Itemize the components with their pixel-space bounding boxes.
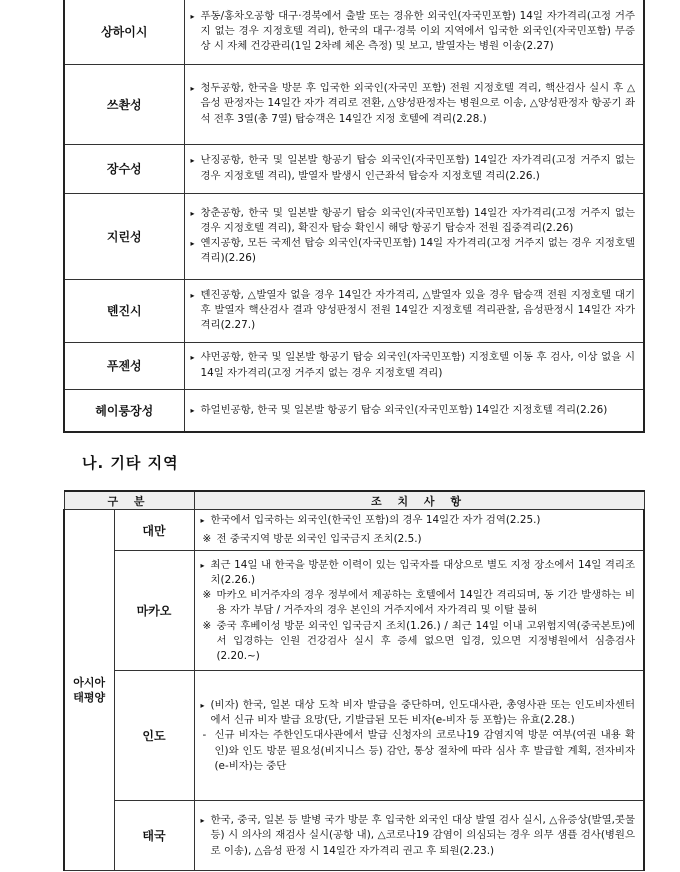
country-measures xyxy=(194,551,644,671)
region-name: 장수성 xyxy=(64,144,184,193)
note-item xyxy=(201,532,636,547)
region-name: 쓰촨성 xyxy=(64,64,184,144)
bullet-item xyxy=(191,288,636,334)
region-measures xyxy=(184,193,644,279)
item-marker: ▸ xyxy=(190,405,195,415)
note-item xyxy=(201,619,636,665)
bullet-item xyxy=(191,81,636,127)
item-marker: ▸ xyxy=(190,156,195,166)
header-measures: 조 치 사 항 xyxy=(194,491,644,510)
region-measures xyxy=(184,342,644,389)
table-row xyxy=(64,193,644,279)
item-text: 샤먼공항, 한국 및 일본발 항공기 탑승 외국인(자국민포함) 지정호텔 이동 후 검사, 이상 없을 시 14일 자가격리(고정 거주지 없는 경우 지정호텔 격리) xyxy=(200,351,635,379)
table-row xyxy=(64,64,644,144)
table-row xyxy=(64,342,644,389)
item-text: 한국, 중국, 일본 등 발병 국가 방문 후 입국한 외국인 대상 발열 검사 실시, △유증상(발열,콧물 등) 시 의사의 재검사 실시(공항 내), △코로나19 감염이 의심되는 경우 의무 샘플 검사(병원으로 이송), △음성 판정 시 14일간 자가격리 권고 후 퇴원(2.23.) xyxy=(210,814,635,857)
region-measures xyxy=(184,389,644,432)
item-marker: ▸ xyxy=(190,208,195,218)
item-text: 푸동/홍차오공항 대구·경북에서 출발 또는 경유한 외국인(자국민포함) 14일 자가격리(고정 거주지 없는 경우 지정호텔 격리), 한국의 대구·경북 이외 지역에서 입국한 외국인(자국민포함) 무증상 시 자체 건강관리(1일 2차례 체온 측정) 및 보고, 발열자는 병원 이송(2.27) xyxy=(200,9,635,53)
country-measures xyxy=(194,510,644,551)
country-name: 대만 xyxy=(114,510,194,551)
dash-marker: - xyxy=(202,729,207,742)
region-name: 푸젠성 xyxy=(64,342,184,389)
country-name: 태국 xyxy=(114,801,194,871)
header-category: 구 분 xyxy=(64,491,194,510)
table-row xyxy=(64,510,644,551)
country-name: 마카오 xyxy=(114,551,194,671)
item-text: (비자) 한국, 일본 대상 도착 비자 발급을 중단하며, 인도대사관, 총영사관 또는 인도비자센터에서 신규 비자 발급 요망(단, 기발급된 모든 비자(e-비자 등 포함)는 유효(2.28.) xyxy=(210,698,635,727)
area-name: 아시아 태평양 xyxy=(64,510,114,871)
country-measures xyxy=(194,801,644,871)
bullet-item xyxy=(201,813,636,859)
bullet-item xyxy=(191,350,636,380)
note-text: 전 중국지역 방문 외국인 입국금지 조치(2.5.) xyxy=(216,533,422,546)
item-marker: ▸ xyxy=(190,84,195,94)
dash-text: 신규 비자는 주한인도대사관에서 발급 신청자의 코로나19 감염지역 방문 여부(여권 내용 확인)와 인도 방문 필요성(비지니스 등) 감안, 통상 절차에 따라 심사 후 발급할 계획, 전자비자(e-비자)는 중단 xyxy=(214,729,635,772)
note-marker: ※ xyxy=(202,533,212,546)
note-item xyxy=(201,588,636,618)
item-text: 최근 14일 내 한국을 방문한 이력이 있는 입국자를 대상으로 별도 지정 장소에서 14일 격리조치(2.26.) xyxy=(210,558,635,586)
note-text: 중국 후베이성 방문 외국인 입국금지 조치(1.26.) / 최근 14일 이내 고위험지역(중국본토)에서 입경하는 인원 건강검사 실시 후 증세 없으면 입경, 있으면 지정병원에서 심층검사(2.20.~) xyxy=(216,619,635,662)
region-measures xyxy=(184,0,644,64)
region-measures xyxy=(184,279,644,342)
region-name: 상하이시 xyxy=(64,0,184,64)
region-name: 지린성 xyxy=(64,193,184,279)
item-text: 청두공항, 한국을 방문 후 입국한 외국인(자국민 포함) 전원 지정호텔 격리, 핵산검사 실시 후 △음성 판정자는 14일간 자가 격리로 전환, △양성판정자는 병원으로 이송, △양성판정자 항공기 좌석 전후 3열(총 7열) 탑승객은 14일간 지정 호텔에 격리(2.28.) xyxy=(200,82,635,125)
item-text: 한국에서 입국하는 외국인(한국인 포함)의 경우 14일간 자가 검역(2.25.) xyxy=(210,514,541,526)
region-name: 톈진시 xyxy=(64,279,184,342)
table-row xyxy=(64,0,644,64)
bullet-item xyxy=(201,558,636,588)
bullet-item xyxy=(201,513,636,528)
bullet-item xyxy=(201,698,636,728)
note-marker: ※ xyxy=(202,619,212,632)
item-marker: ▸ xyxy=(190,239,195,248)
dash-item xyxy=(201,728,636,774)
other-regions-table xyxy=(63,490,645,871)
table-row xyxy=(64,144,644,193)
item-marker: ▸ xyxy=(200,560,205,570)
item-marker: ▸ xyxy=(200,816,205,826)
table-header-row xyxy=(64,491,644,510)
region-measures xyxy=(184,144,644,193)
country-name: 인도 xyxy=(114,671,194,801)
bullet-item xyxy=(191,236,636,266)
country-measures xyxy=(194,671,644,801)
item-text: 옌지공항, 모든 국제선 탑승 외국인(자국민포함) 14일 자가격리(고정 거주지 없는 경우 지정호텔 격리)(2.26) xyxy=(200,237,635,265)
note-marker: ※ xyxy=(202,589,212,602)
item-text: 난징공항, 한국 및 일본발 항공기 탑승 외국인(자국민포함) 14일간 자가격리(고정 거주지 없는 경우 지정호텔 격리), 발열자 발생시 인근좌석 탑승자 지정호텔 격리(2.26.) xyxy=(200,154,635,182)
china-regions-table xyxy=(63,0,645,433)
note-text: 마카오 비거주자의 경우 정부에서 제공하는 호텔에서 14일간 격리되며, 동 기간 발생하는 비용 자가 부담 / 거주자의 경우 본인의 거주지에서 자가격리 및 이탈 불허 xyxy=(216,589,635,617)
item-text: 창춘공항, 한국 및 일본발 항공기 탑승 외국인(자국민포함) 14일간 자가격리(고정 거주지 없는 경우 지정호텔 격리), 확진자 탑승 확인시 해당 항공기 탑승자 전원 집중격리(2.26) xyxy=(200,206,635,234)
table-row xyxy=(64,551,644,671)
region-measures xyxy=(184,64,644,144)
bullet-item xyxy=(191,206,636,236)
item-marker: ▸ xyxy=(190,353,195,363)
table-row xyxy=(64,671,644,801)
bullet-item xyxy=(191,9,636,55)
item-marker: ▸ xyxy=(190,11,195,21)
table-row xyxy=(64,279,644,342)
item-marker: ▸ xyxy=(200,700,205,710)
item-text: 톈진공항, △발열자 없을 경우 14일간 자가격리, △발열자 있을 경우 탑승객 전원 지정호텔 대기 후 발열자 핵산검사 결과 양성판정시 전원 14일간 지정호텔 격리관찰, 음성판정시 14일간 자가격리(2.27.) xyxy=(200,288,635,332)
region-name: 헤이룽장성 xyxy=(64,389,184,432)
section-heading: 나. 기타 지역 xyxy=(82,454,179,472)
bullet-item xyxy=(191,153,636,183)
item-text: 하얼빈공항, 한국 및 일본발 항공기 탑승 외국인(자국민포함) 14일간 지정호텔 격리(2.26) xyxy=(200,403,608,416)
item-marker: ▸ xyxy=(200,516,205,525)
table-row xyxy=(64,801,644,871)
bullet-item xyxy=(191,403,636,418)
item-marker: ▸ xyxy=(190,290,195,300)
table-row xyxy=(64,389,644,432)
